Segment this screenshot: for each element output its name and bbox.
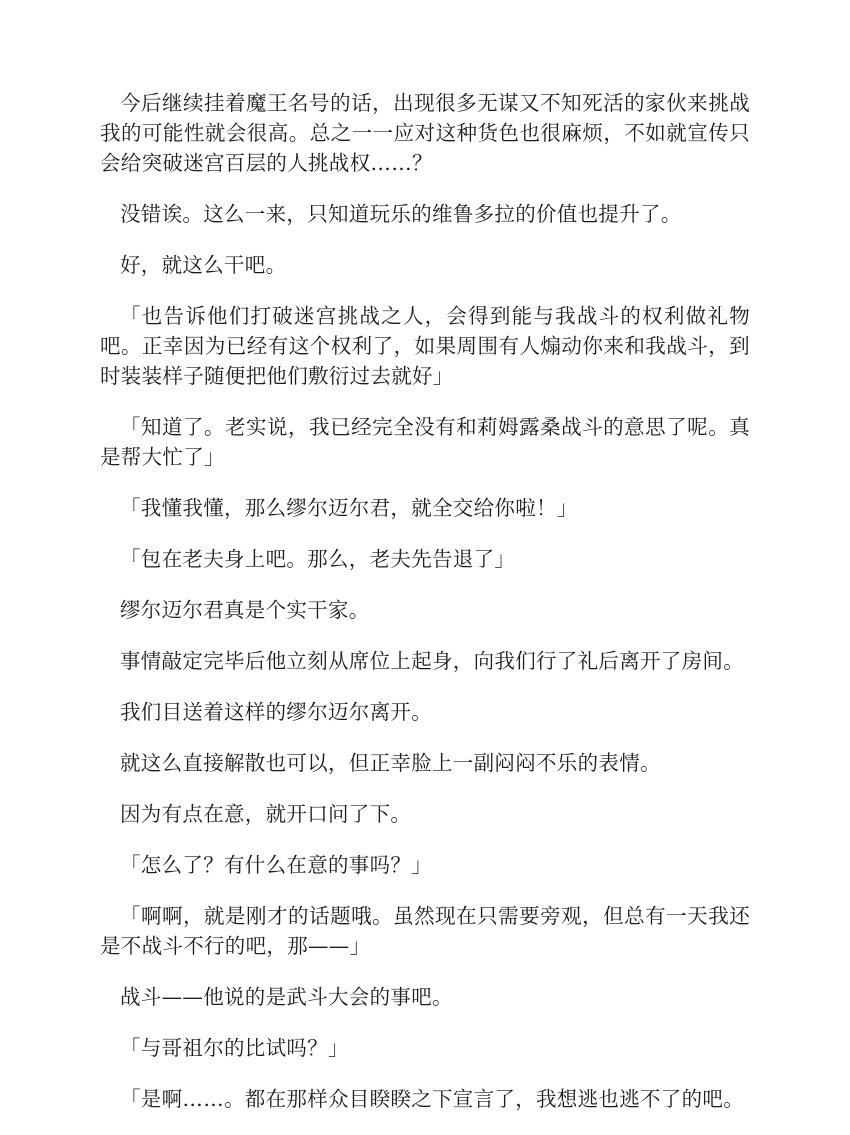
paragraph-14: 「啊啊，就是刚才的话题哦。虽然现在只需要旁观，但总有一天我还是不战斗不行的吧，那——」 xyxy=(100,904,750,958)
paragraph-1: 今后继续挂着魔王名号的话，出现很多无谋又不知死活的家伙来挑战我的可能性就会很高。总之一一应对这种货色也很麻烦，不如就宣传只会给突破迷宫百层的人挑战权……？ xyxy=(100,91,750,175)
paragraph-6: 「我懂我懂，那么缪尔迈尔君，就全交给你啦！」 xyxy=(120,496,578,520)
paragraph-16: 「与哥祖尔的比试吗？」 xyxy=(120,1036,349,1060)
text-body xyxy=(100,88,750,1135)
paragraph-13: 「怎么了？有什么在意的事吗？」 xyxy=(120,853,432,877)
paragraph-11: 就这么直接解散也可以，但正幸脸上一副闷闷不乐的表情。 xyxy=(120,751,661,775)
paragraph-7: 「包在老夫身上吧。那么，老夫先告退了」 xyxy=(120,547,516,571)
paragraph-2: 没错诶。这么一来，只知道玩乐的维鲁多拉的价值也提升了。 xyxy=(120,202,682,226)
paragraph-12: 因为有点在意，就开口问了下。 xyxy=(120,802,412,826)
paragraph-15: 战斗——他说的是武斗大会的事吧。 xyxy=(120,985,453,1009)
paragraph-8: 缪尔迈尔君真是个实干家。 xyxy=(120,598,370,622)
paragraph-10: 我们目送着这样的缪尔迈尔离开。 xyxy=(120,700,432,724)
paragraph-5: 「知道了。老实说，我已经完全没有和莉姆露桑战斗的意思了呢。真是帮大忙了」 xyxy=(100,415,750,469)
paragraph-9: 事情敲定完毕后他立刻从席位上起身，向我们行了礼后离开了房间。 xyxy=(120,649,744,673)
paragraph-4: 「也告诉他们打破迷宫挑战之人，会得到能与我战斗的权利做礼物吧。正幸因为已经有这个权利了，如果周围有人煽动你来和我战斗，到时装装样子随便把他们敷衍过去就好」 xyxy=(100,304,750,388)
paragraph-17: 「是啊……。都在那样众目睽睽之下宣言了，我想逃也逃不了的吧。 xyxy=(120,1087,744,1111)
paragraph-3: 好，就这么干吧。 xyxy=(120,253,287,277)
